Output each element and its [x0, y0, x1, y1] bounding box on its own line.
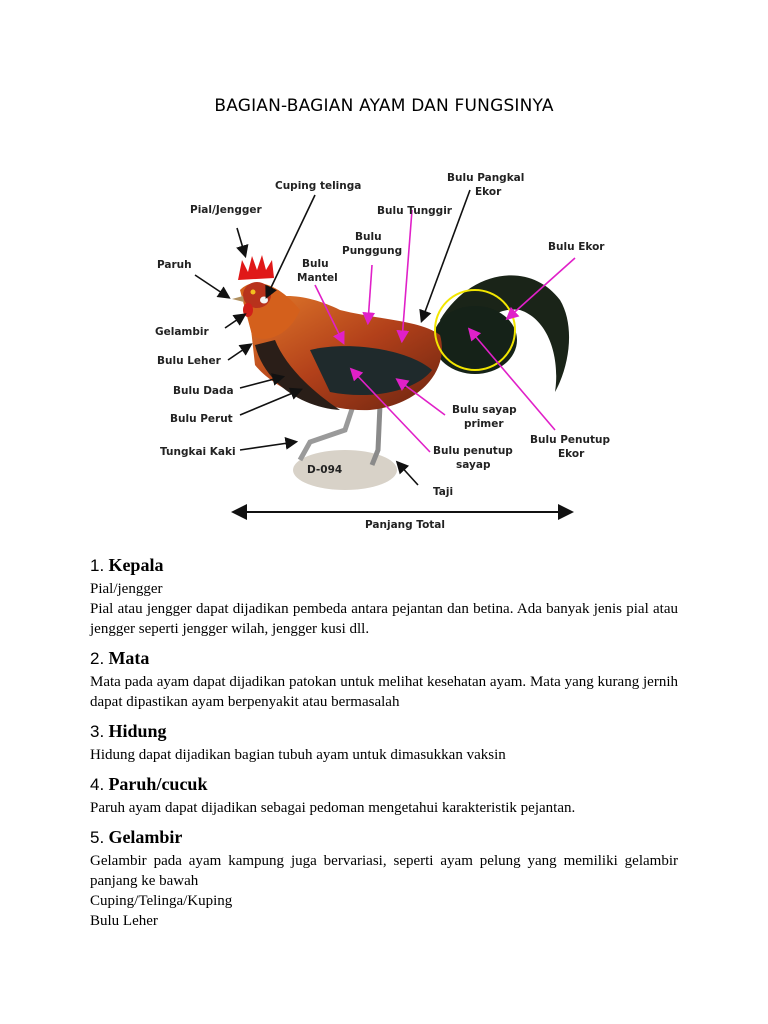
label-bulu-pangkal-ekor-1: Bulu Pangkal	[447, 172, 525, 184]
section-title: Paruh/cucuk	[108, 774, 208, 794]
section-heading	[90, 552, 678, 579]
section-gelambir	[90, 824, 678, 931]
page-title: BAGIAN-BAGIAN AYAM DAN FUNGSINYA	[214, 96, 554, 116]
section-number: 2.	[90, 649, 105, 668]
earlobe	[260, 297, 268, 304]
label-bulu-mantel-1: Bulu	[302, 258, 329, 270]
label-bulu-ekor: Bulu Ekor	[548, 241, 605, 253]
paragraph: Pial atau jengger dapat dijadikan pembeda antara pejantan dan betina. Ada banyak jenis pial atau jengger seperti jengger wilah, jengger kusi dll.	[90, 601, 678, 637]
section-heading	[90, 645, 678, 672]
label-taji: Taji	[433, 486, 454, 498]
label-bulu-penutup-ekor-2: Ekor	[558, 448, 585, 460]
arrow-paruh	[195, 275, 228, 297]
label-bulu-leher: Bulu Leher	[157, 355, 221, 367]
paragraph: Paruh ayam dapat dijadikan sebagai pedoman mengetahui karakteristik pejantan.	[90, 800, 576, 816]
section-number: 4.	[90, 775, 105, 794]
label-pial-jengger: Pial/Jengger	[190, 204, 262, 216]
chicken-diagram	[140, 160, 640, 540]
arrow-punggung	[368, 265, 372, 322]
wattle	[243, 303, 253, 317]
paragraph: Mata pada ayam dapat dijadikan patokan untuk melihat kesehatan ayam. Mata yang kurang jernih dapat dipastikan ayam berpenyakit atau bermasalah	[90, 674, 678, 710]
label-bulu-sayap-primer-2: primer	[464, 418, 504, 430]
label-gelambir: Gelambir	[155, 326, 209, 338]
label-bulu-penutup-sayap-1: Bulu penutup	[433, 445, 513, 457]
chicken-anatomy-figure	[140, 160, 640, 540]
arrow-gelambir	[225, 315, 244, 328]
label-bulu-sayap-primer-1: Bulu sayap	[452, 404, 517, 416]
label-code: D-094	[307, 464, 343, 476]
section-heading	[90, 718, 678, 745]
section-number: 3.	[90, 722, 105, 741]
label-cuping-telinga: Cuping telinga	[275, 180, 362, 192]
label-bulu-punggung-2: Punggung	[342, 245, 403, 257]
label-bulu-perut: Bulu Perut	[170, 413, 233, 425]
label-paruh: Paruh	[157, 259, 192, 271]
chicken-illustration	[232, 255, 569, 490]
label-bulu-dada: Bulu Dada	[173, 385, 234, 397]
arrow-leher	[228, 345, 250, 360]
section-kepala	[90, 552, 678, 639]
label-bulu-mantel-2: Mantel	[297, 272, 338, 284]
paragraph: Cuping/Telinga/Kuping	[90, 893, 233, 909]
label-bulu-tunggir: Bulu Tunggir	[377, 205, 452, 217]
arrow-perut	[240, 390, 300, 415]
section-heading	[90, 824, 678, 851]
section-title: Mata	[108, 648, 150, 668]
tail-coverts	[433, 306, 517, 374]
section-title: Gelambir	[108, 827, 183, 847]
section-number: 5.	[90, 828, 105, 847]
document-body	[90, 552, 678, 931]
section-number: 1.	[90, 556, 105, 575]
label-tungkai-kaki: Tungkai Kaki	[160, 446, 236, 458]
label-bulu-penutup-sayap-2: sayap	[456, 459, 491, 471]
section-paruh	[90, 771, 678, 818]
paragraph: Bulu Leher	[90, 913, 158, 929]
section-hidung	[90, 718, 678, 765]
label-bulu-penutup-ekor-1: Bulu Penutup	[530, 434, 610, 446]
section-mata	[90, 645, 678, 712]
arrow-tunggir	[402, 210, 412, 340]
label-bulu-punggung-1: Bulu	[355, 231, 382, 243]
paragraph: Gelambir pada ayam kampung juga bervariasi, seperti ayam pelung yang memiliki gelambir panjang ke bawah	[90, 853, 678, 889]
paragraph: Hidung dapat dijadikan bagian tubuh ayam untuk dimasukkan vaksin	[90, 747, 506, 763]
section-heading	[90, 771, 678, 798]
label-bulu-pangkal-ekor-2: Ekor	[475, 186, 502, 198]
comb	[238, 255, 274, 280]
beak	[232, 296, 244, 302]
section-title: Hidung	[108, 721, 167, 741]
arrow-taji	[398, 463, 418, 485]
paragraph: Pial/jengger	[90, 581, 163, 597]
arrow-pial	[237, 228, 245, 255]
eye	[251, 290, 256, 295]
section-title: Kepala	[108, 555, 164, 575]
label-panjang-total: Panjang Total	[365, 519, 445, 531]
arrow-tungkai	[240, 442, 295, 450]
